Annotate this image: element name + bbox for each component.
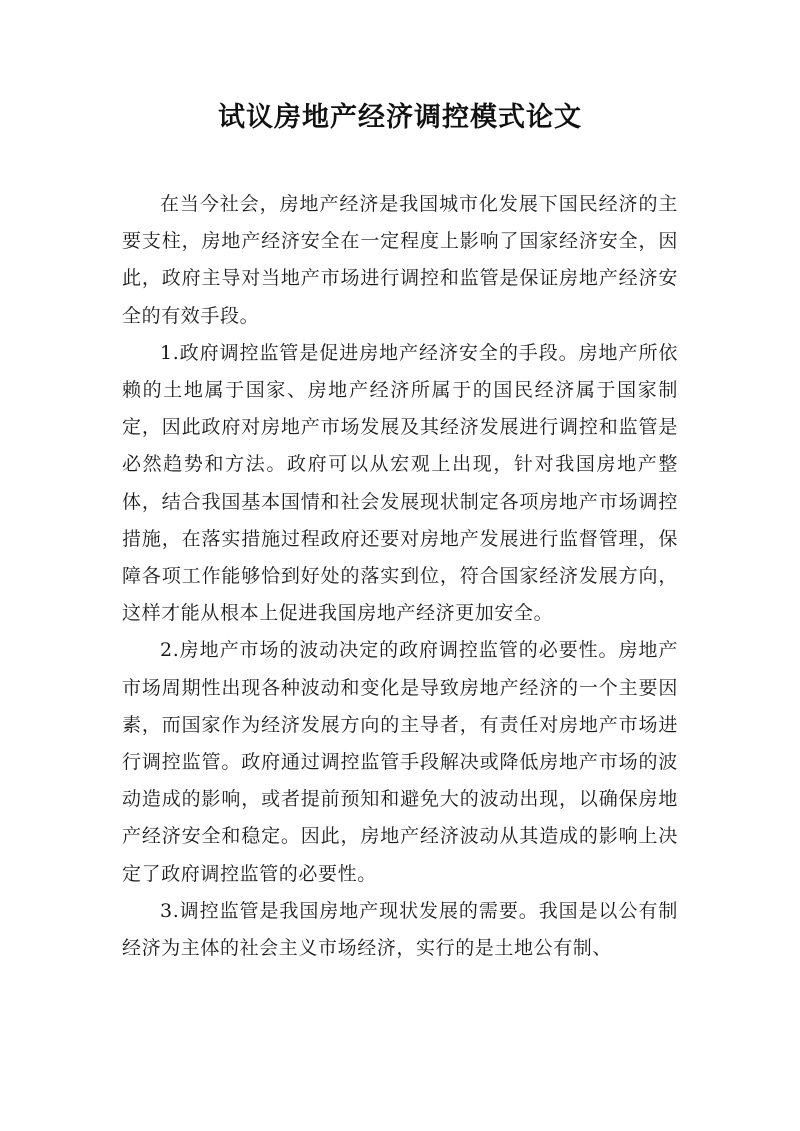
paragraph-intro: 在当今社会，房地产经济是我国城市化发展下国民经济的主要支柱，房地产经济安全在一定程度上影响了国家经济安全，因此，政府主导对当地产市场进行调控和监管是保证房地产经济安全的有效手段。 (122, 193, 678, 327)
document-body (122, 186, 678, 967)
paragraph-point-3: 3.调控监管是我国房地产现状发展的需要。我国是以公有制经济为主体的社会主义市场经济，实行的是土地公有制、 (122, 899, 678, 960)
paragraph-point-1: 1.政府调控监管是促进房地产经济安全的手段。房地产所依赖的土地属于国家、房地产经济所属于的国民经济属于国家制定，因此政府对房地产市场发展及其经济发展进行调控和监管是必然趋势和方法。政府可以从宏观上出现，针对我国房地产整体，结合我国基本国情和社会发展现状制定各项房地产市场调控措施，在落实措施过程政府还要对房地产发展进行监督管理，保障各项工作能够恰到好处的落实到位，符合国家经济发展方向，这样才能从根本上促进我国房地产经济更加安全。 (122, 341, 678, 625)
paragraph-point-2: 2.房地产市场的波动决定的政府调控监管的必要性。房地产市场周期性出现各种波动和变化是导致房地产经济的一个主要因素，而国家作为经济发展方向的主导者，有责任对房地产市场进行调控监管。政府通过调控监管手段解决或降低房地产市场的波动造成的影响，或者提前预知和避免大的波动出现，以确保房地产经济安全和稳定。因此，房地产经济波动从其造成的影响上决定了政府调控监管的必要性。 (122, 639, 678, 885)
document-title: 试议房地产经济调控模式论文 (218, 102, 582, 133)
